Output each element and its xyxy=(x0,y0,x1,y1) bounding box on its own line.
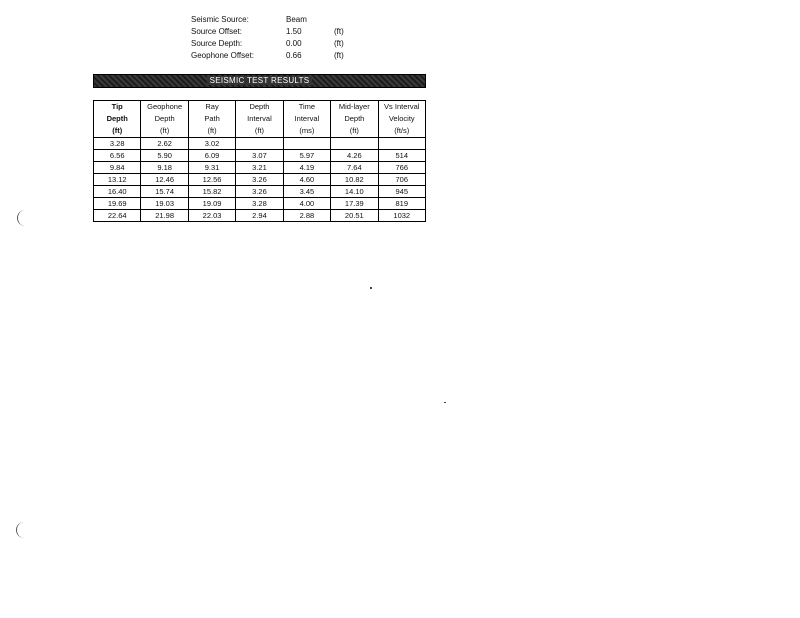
table-cell xyxy=(378,138,425,150)
table-cell xyxy=(236,138,283,150)
table-cell: 16.40 xyxy=(94,186,141,198)
param-row xyxy=(191,38,361,50)
table-cell: 2.88 xyxy=(283,210,330,222)
scan-speck xyxy=(370,287,372,289)
param-row xyxy=(191,14,361,26)
table-cell: 13.12 xyxy=(94,174,141,186)
table-cell: 12.46 xyxy=(141,174,188,186)
table-cell: 706 xyxy=(378,174,425,186)
column-header: Ray Path (ft) xyxy=(188,101,235,138)
table-cell: 19.03 xyxy=(141,198,188,210)
column-header: Geophone Depth (ft) xyxy=(141,101,188,138)
param-label: Source Offset: xyxy=(191,27,242,36)
table-cell: 14.10 xyxy=(331,186,378,198)
table-cell: 15.82 xyxy=(188,186,235,198)
table-cell: 20.51 xyxy=(331,210,378,222)
table-row xyxy=(94,162,426,174)
table-cell: 514 xyxy=(378,150,425,162)
table-cell: 4.00 xyxy=(283,198,330,210)
table-cell: 9.31 xyxy=(188,162,235,174)
table-cell: 10.82 xyxy=(331,174,378,186)
table-cell: 19.09 xyxy=(188,198,235,210)
table-cell: 15.74 xyxy=(141,186,188,198)
scan-mark xyxy=(16,522,27,538)
table-cell: 766 xyxy=(378,162,425,174)
table-header-row xyxy=(94,101,426,138)
table-cell: 3.26 xyxy=(236,174,283,186)
table-cell: 3.21 xyxy=(236,162,283,174)
table-row xyxy=(94,198,426,210)
test-parameters xyxy=(191,14,361,62)
table-cell: 945 xyxy=(378,186,425,198)
table-cell: 4.26 xyxy=(331,150,378,162)
table-row xyxy=(94,174,426,186)
table-cell: 12.56 xyxy=(188,174,235,186)
table-cell: 4.19 xyxy=(283,162,330,174)
param-label: Seismic Source: xyxy=(191,15,249,24)
table-cell: 6.56 xyxy=(94,150,141,162)
table-cell: 22.64 xyxy=(94,210,141,222)
column-header: Tip Depth (ft) xyxy=(94,101,141,138)
param-label: Source Depth: xyxy=(191,39,243,48)
scan-mark xyxy=(17,210,28,226)
results-title: SEISMIC TEST RESULTS xyxy=(207,76,313,85)
table-cell: 2.62 xyxy=(141,138,188,150)
table-cell: 819 xyxy=(378,198,425,210)
param-unit: (ft) xyxy=(334,27,344,36)
param-value: Beam xyxy=(286,15,307,24)
table-cell: 9.18 xyxy=(141,162,188,174)
table-cell: 5.90 xyxy=(141,150,188,162)
table-row xyxy=(94,210,426,222)
table-cell xyxy=(283,138,330,150)
column-header: Depth Interval (ft) xyxy=(236,101,283,138)
table-cell: 1032 xyxy=(378,210,425,222)
column-header: Time Interval (ms) xyxy=(283,101,330,138)
table-cell: 19.69 xyxy=(94,198,141,210)
table-row xyxy=(94,138,426,150)
table-cell: 21.98 xyxy=(141,210,188,222)
param-unit: (ft) xyxy=(334,39,344,48)
column-header: Mid-layer Depth (ft) xyxy=(331,101,378,138)
table-cell: 22.03 xyxy=(188,210,235,222)
param-row xyxy=(191,26,361,38)
table-cell: 3.28 xyxy=(94,138,141,150)
param-value: 0.00 xyxy=(286,39,302,48)
table-cell: 5.97 xyxy=(283,150,330,162)
table-cell: 6.09 xyxy=(188,150,235,162)
param-label: Geophone Offset: xyxy=(191,51,255,60)
table-cell: 3.28 xyxy=(236,198,283,210)
table-cell: 17.39 xyxy=(331,198,378,210)
table-cell: 3.02 xyxy=(188,138,235,150)
param-value: 1.50 xyxy=(286,27,302,36)
table-body xyxy=(94,138,426,222)
column-header: Vs Interval Velocity (ft/s) xyxy=(378,101,425,138)
table-row xyxy=(94,186,426,198)
table-row xyxy=(94,150,426,162)
table-cell: 3.45 xyxy=(283,186,330,198)
param-value: 0.66 xyxy=(286,51,302,60)
table-cell: 9.84 xyxy=(94,162,141,174)
param-row xyxy=(191,50,361,62)
seismic-results-table xyxy=(93,100,426,222)
table-cell: 3.07 xyxy=(236,150,283,162)
table-cell: 3.26 xyxy=(236,186,283,198)
table-cell: 4.60 xyxy=(283,174,330,186)
scan-speck xyxy=(444,402,446,403)
table-cell xyxy=(331,138,378,150)
table-cell: 7.64 xyxy=(331,162,378,174)
table-cell: 2.94 xyxy=(236,210,283,222)
param-unit: (ft) xyxy=(334,51,344,60)
results-title-bar xyxy=(93,74,426,88)
